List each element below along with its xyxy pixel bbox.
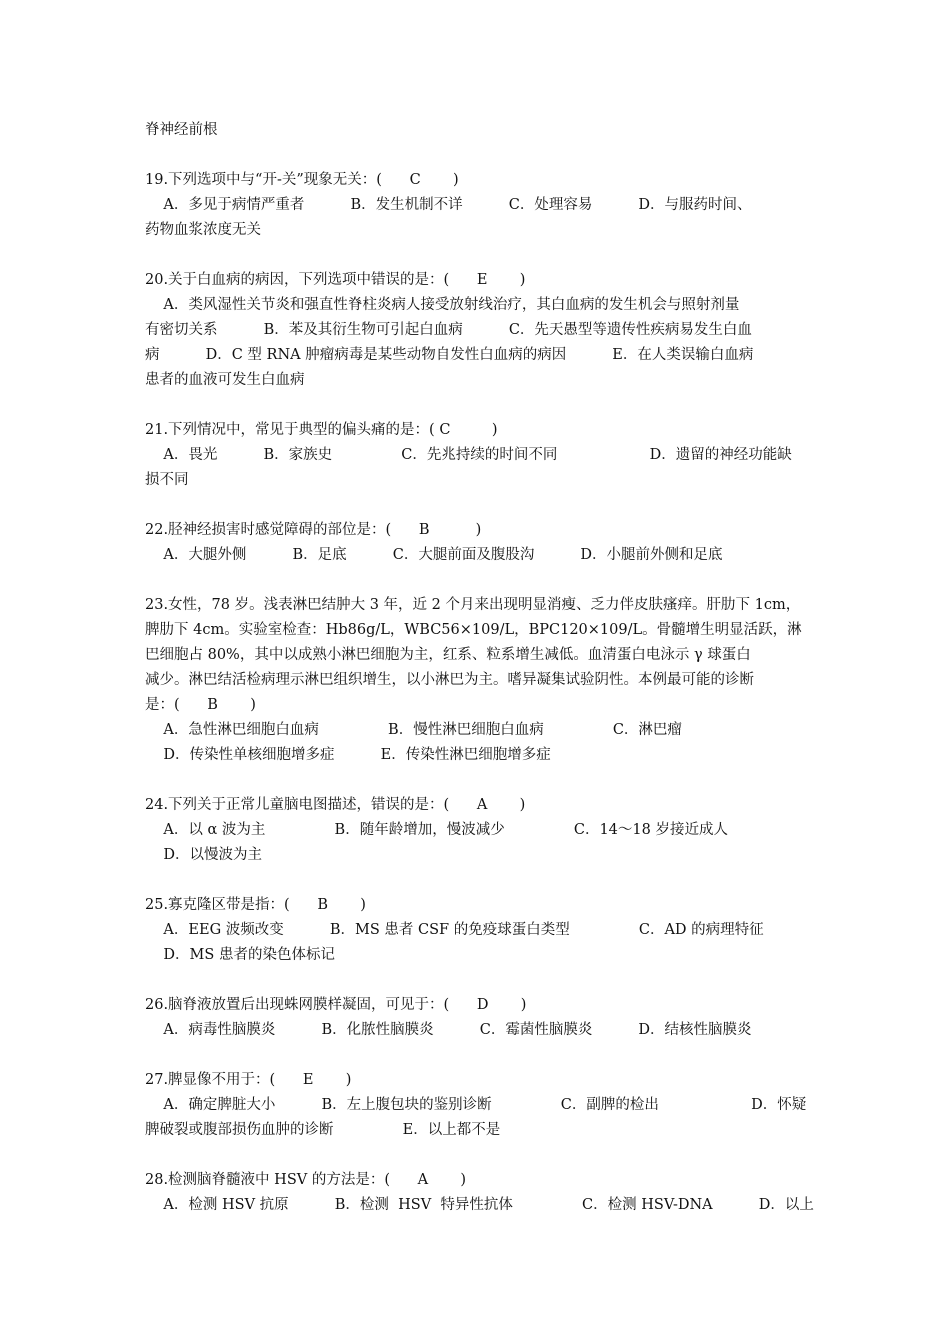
text-line: 脊神经前根 [145, 122, 218, 138]
question-stem: 19.下列选项中与“开-关”现象无关：( C ) [145, 172, 459, 188]
blank-line [145, 393, 807, 418]
text-line: A．畏光 B．家族史 C．先兆持续的时间不同 D．遗留的神经功能缺 [145, 447, 792, 463]
blank-line [145, 968, 807, 993]
text-line: A．急性淋巴细胞白血病 B．慢性淋巴细胞白血病 C．淋巴瘤 [145, 722, 682, 738]
blank-line [145, 493, 807, 518]
question-stem: 25.寡克隆区带是指：( B ) [145, 897, 366, 913]
text-line: A．以 α 波为主 B．随年龄增加，慢波减少 C．14～18 岁接近成人 [145, 822, 728, 838]
text-line: 是：( B ) [145, 697, 256, 713]
text-line: A．类风湿性关节炎和强直性脊柱炎病人接受放射线治疗，其白血病的发生机会与照射剂量 [145, 297, 740, 313]
text-line: 药物血浆浓度无关 [145, 222, 261, 238]
text-line: 脾肋下 4cm。实验室检查：Hb86g/L，WBC56×109/L，BPC120×109/L。骨髓增生明显活跃，淋 [145, 622, 802, 638]
question-stem: 22.胫神经损害时感觉障碍的部位是：( B ) [145, 522, 482, 538]
blank-line [145, 768, 807, 793]
blank-line [145, 568, 807, 593]
text-line: 病 D．C 型 RNA 肿瘤病毒是某些动物自发性白血病的病因 E．在人类误输白血病 [145, 347, 754, 363]
text-line: A．EEG 波频改变 B．MS 患者 CSF 的免疫球蛋白类型 C．AD 的病理特征 [145, 922, 764, 938]
text-line: 患者的血液可发生白血病 [145, 372, 305, 388]
text-line: 巴细胞占 80%，其中以成熟小淋巴细胞为主，红系、粒系增生减低。血清蛋白电泳示 γ 球蛋白 [145, 647, 751, 663]
question-stem: 24.下列关于正常儿童脑电图描述，错误的是：( A ) [145, 797, 526, 813]
text-line: 减少。淋巴结活检病理示淋巴组织增生，以小淋巴为主。嗜异凝集试验阴性。本例最可能的诊断 [145, 672, 754, 688]
text-line: A．病毒性脑膜炎 B．化脓性脑膜炎 C．霉菌性脑膜炎 D．结核性脑膜炎 [145, 1022, 752, 1038]
question-stem: 27.脾显像不用于：( E ) [145, 1072, 352, 1088]
blank-line [145, 243, 807, 268]
question-stem: 23.女性，78 岁。浅表淋巴结肿大 3 年，近 2 个月来出现明显消瘦、乏力伴皮肤瘙痒。肝肋下 1cm， [145, 597, 801, 613]
text-line: 有密切关系 B．苯及其衍生物可引起白血病 C．先天愚型等遗传性疾病易发生白血 [145, 322, 752, 338]
text-line: A．确定脾脏大小 B．左上腹包块的鉴别诊断 C．副脾的检出 D．怀疑 [145, 1097, 807, 1113]
text-line: A．大腿外侧 B．足底 C．大腿前面及腹股沟 D．小腿前外侧和足底 [145, 547, 723, 563]
text-line: D．传染性单核细胞增多症 E．传染性淋巴细胞增多症 [145, 747, 551, 763]
text-line: A．多见于病情严重者 B．发生机制不详 C．处理容易 D．与服药时间、 [145, 197, 752, 213]
blank-line [145, 1143, 807, 1168]
blank-line [145, 868, 807, 893]
question-stem: 21.下列情况中，常见于典型的偏头痛的是：( C ) [145, 422, 498, 438]
blank-line [145, 1043, 807, 1068]
document-page [145, 118, 814, 1218]
text-line: D．以慢波为主 [145, 847, 263, 863]
question-stem: 28.检测脑脊髓液中 HSV 的方法是：( A ) [145, 1172, 467, 1188]
text-line: A．检测 HSV 抗原 B．检测 HSV 特异性抗体 C．检测 HSV-DNA D．以上 [145, 1197, 814, 1213]
blank-line [145, 143, 807, 168]
text-line: 损不同 [145, 472, 189, 488]
question-stem: 20.关于白血病的病因，下列选项中错误的是：( E ) [145, 272, 526, 288]
question-stem: 26.脑脊液放置后出现蛛网膜样凝固，可见于：( D ) [145, 997, 527, 1013]
text-line: 脾破裂或腹部损伤血肿的诊断 E．以上都不是 [145, 1122, 501, 1138]
text-line: D．MS 患者的染色体标记 [145, 947, 335, 963]
